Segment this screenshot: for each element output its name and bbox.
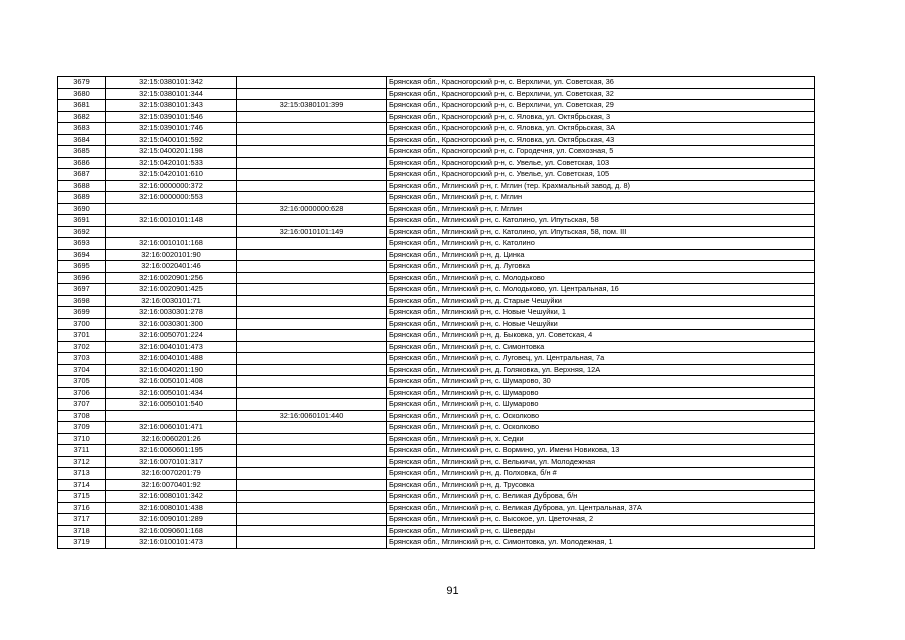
table-row xyxy=(58,433,815,445)
address-cell: Брянская обл., Мглинский р-н, с. Симонтовка, ул. Молодежная, 1 xyxy=(387,537,815,549)
cadastral-number-cell: 32:16:0050101:408 xyxy=(106,376,237,388)
row-number-cell: 3708 xyxy=(58,410,106,422)
table-row xyxy=(58,111,815,123)
table-row xyxy=(58,226,815,238)
parent-cadastral-cell xyxy=(237,146,387,158)
address-cell: Брянская обл., Мглинский р-н, д. Старые Чешуйки xyxy=(387,295,815,307)
parent-cadastral-cell xyxy=(237,272,387,284)
address-cell: Брянская обл., Красногорский р-н, с. Яловка, ул. Октябрьская, 3А xyxy=(387,123,815,135)
row-number-cell: 3691 xyxy=(58,215,106,227)
parent-cadastral-cell xyxy=(237,134,387,146)
table-row xyxy=(58,445,815,457)
cadastral-number-cell: 32:16:0000000:553 xyxy=(106,192,237,204)
parent-cadastral-cell xyxy=(237,525,387,537)
cadastral-number-cell: 32:15:0380101:343 xyxy=(106,100,237,112)
row-number-cell: 3698 xyxy=(58,295,106,307)
address-cell: Брянская обл., Мглинский р-н, с. Великая Дуброва, ул. Центральная, 37А xyxy=(387,502,815,514)
cadastral-number-cell: 32:16:0090601:168 xyxy=(106,525,237,537)
cadastral-number-cell: 32:15:0380101:342 xyxy=(106,77,237,89)
table-row xyxy=(58,100,815,112)
table-row xyxy=(58,410,815,422)
table-row xyxy=(58,123,815,135)
cadastral-number-cell: 32:16:0060601:195 xyxy=(106,445,237,457)
row-number-cell: 3716 xyxy=(58,502,106,514)
parent-cadastral-cell xyxy=(237,330,387,342)
parent-cadastral-cell xyxy=(237,157,387,169)
row-number-cell: 3715 xyxy=(58,491,106,503)
address-cell: Брянская обл., Красногорский р-н, с. Верхличи, ул. Советская, 36 xyxy=(387,77,815,89)
cadastral-number-cell: 32:16:0030301:300 xyxy=(106,318,237,330)
parent-cadastral-cell xyxy=(237,284,387,296)
parent-cadastral-cell xyxy=(237,341,387,353)
cadastral-number-cell: 32:15:0420101:533 xyxy=(106,157,237,169)
row-number-cell: 3712 xyxy=(58,456,106,468)
parent-cadastral-cell xyxy=(237,318,387,330)
row-number-cell: 3701 xyxy=(58,330,106,342)
address-cell: Брянская обл., Красногорский р-н, с. Верхличи, ул. Советская, 32 xyxy=(387,88,815,100)
address-cell: Брянская обл., Мглинский р-н, с. Католино xyxy=(387,238,815,250)
parent-cadastral-cell xyxy=(237,88,387,100)
row-number-cell: 3685 xyxy=(58,146,106,158)
address-cell: Брянская обл., Мглинский р-н, с. Вормино, ул. Имени Новикова, 13 xyxy=(387,445,815,457)
row-number-cell: 3680 xyxy=(58,88,106,100)
cadastral-number-cell: 32:16:0100101:473 xyxy=(106,537,237,549)
cadastral-number-cell: 32:16:0010101:148 xyxy=(106,215,237,227)
cadastral-number-cell: 32:15:0390101:546 xyxy=(106,111,237,123)
cadastral-number-cell: 32:16:0050101:434 xyxy=(106,387,237,399)
parent-cadastral-cell xyxy=(237,77,387,89)
cadastral-number-cell: 32:15:0390101:746 xyxy=(106,123,237,135)
registry-table-body xyxy=(58,77,815,549)
parent-cadastral-cell: 32:15:0380101:399 xyxy=(237,100,387,112)
cadastral-number-cell: 32:16:0090101:289 xyxy=(106,514,237,526)
address-cell: Брянская обл., Мглинский р-н, с. Католино, ул. Ипутьская, 58, пом. III xyxy=(387,226,815,238)
cadastral-number-cell: 32:15:0380101:344 xyxy=(106,88,237,100)
row-number-cell: 3700 xyxy=(58,318,106,330)
table-row xyxy=(58,364,815,376)
row-number-cell: 3718 xyxy=(58,525,106,537)
cadastral-number-cell: 32:16:0020101:90 xyxy=(106,249,237,261)
parent-cadastral-cell xyxy=(237,445,387,457)
address-cell: Брянская обл., Мглинский р-н, с. Великая Дуброва, б/н xyxy=(387,491,815,503)
row-number-cell: 3696 xyxy=(58,272,106,284)
row-number-cell: 3681 xyxy=(58,100,106,112)
row-number-cell: 3702 xyxy=(58,341,106,353)
parent-cadastral-cell: 32:16:0010101:149 xyxy=(237,226,387,238)
cadastral-number-cell: 32:16:0070401:92 xyxy=(106,479,237,491)
table-row xyxy=(58,261,815,273)
table-row xyxy=(58,376,815,388)
table-row xyxy=(58,330,815,342)
parent-cadastral-cell xyxy=(237,180,387,192)
cadastral-number-cell: 32:16:0020901:256 xyxy=(106,272,237,284)
address-cell: Брянская обл., Мглинский р-н, с. Симонтовка xyxy=(387,341,815,353)
table-row xyxy=(58,514,815,526)
address-cell: Брянская обл., Мглинский р-н, д. Цинка xyxy=(387,249,815,261)
parent-cadastral-cell xyxy=(237,399,387,411)
address-cell: Брянская обл., Красногорский р-н, с. Яловка, ул. Октябрьская, 43 xyxy=(387,134,815,146)
cadastral-number-cell: 32:16:0070201:79 xyxy=(106,468,237,480)
cadastral-number-cell xyxy=(106,226,237,238)
table-row xyxy=(58,537,815,549)
table-row xyxy=(58,215,815,227)
table-row xyxy=(58,468,815,480)
cadastral-number-cell: 32:16:0030101:71 xyxy=(106,295,237,307)
table-row xyxy=(58,307,815,319)
table-row xyxy=(58,399,815,411)
address-cell: Брянская обл., Мглинский р-н, х. Седки xyxy=(387,433,815,445)
parent-cadastral-cell xyxy=(237,249,387,261)
cadastral-number-cell: 32:16:0040101:473 xyxy=(106,341,237,353)
parent-cadastral-cell xyxy=(237,491,387,503)
table-row xyxy=(58,456,815,468)
address-cell: Брянская обл., Мглинский р-н, с. Шумарово, 30 xyxy=(387,376,815,388)
table-row xyxy=(58,146,815,158)
row-number-cell: 3699 xyxy=(58,307,106,319)
row-number-cell: 3714 xyxy=(58,479,106,491)
address-cell: Брянская обл., Мглинский р-н, с. Шумарово xyxy=(387,399,815,411)
table-row xyxy=(58,169,815,181)
cadastral-number-cell: 32:15:0420101:610 xyxy=(106,169,237,181)
cadastral-number-cell: 32:16:0040201:190 xyxy=(106,364,237,376)
parent-cadastral-cell xyxy=(237,537,387,549)
cadastral-number-cell: 32:16:0060101:471 xyxy=(106,422,237,434)
address-cell: Брянская обл., Красногорский р-н, с. Яловка, ул. Октябрьская, 3 xyxy=(387,111,815,123)
parent-cadastral-cell xyxy=(237,261,387,273)
row-number-cell: 3707 xyxy=(58,399,106,411)
parent-cadastral-cell xyxy=(237,433,387,445)
address-cell: Брянская обл., Мглинский р-н, с. Осколково xyxy=(387,410,815,422)
cadastral-number-cell: 32:16:0030301:278 xyxy=(106,307,237,319)
address-cell: Брянская обл., Мглинский р-н, д. Луговка xyxy=(387,261,815,273)
row-number-cell: 3679 xyxy=(58,77,106,89)
table-row xyxy=(58,203,815,215)
cadastral-number-cell xyxy=(106,410,237,422)
row-number-cell: 3686 xyxy=(58,157,106,169)
row-number-cell: 3710 xyxy=(58,433,106,445)
table-row xyxy=(58,525,815,537)
parent-cadastral-cell xyxy=(237,514,387,526)
cadastral-number-cell: 32:16:0080101:438 xyxy=(106,502,237,514)
table-row xyxy=(58,192,815,204)
row-number-cell: 3705 xyxy=(58,376,106,388)
address-cell: Брянская обл., Красногорский р-н, с. Увелье, ул. Советская, 105 xyxy=(387,169,815,181)
table-row xyxy=(58,157,815,169)
address-cell: Брянская обл., Мглинский р-н, г. Мглин xyxy=(387,192,815,204)
row-number-cell: 3690 xyxy=(58,203,106,215)
page-number: 91 xyxy=(446,585,459,597)
table-row xyxy=(58,479,815,491)
parent-cadastral-cell xyxy=(237,422,387,434)
parent-cadastral-cell xyxy=(237,364,387,376)
row-number-cell: 3689 xyxy=(58,192,106,204)
cadastral-number-cell: 32:15:0400201:198 xyxy=(106,146,237,158)
address-cell: Брянская обл., Красногорский р-н, с. Городечня, ул. Совхозная, 5 xyxy=(387,146,815,158)
cadastral-number-cell: 32:16:0070101:317 xyxy=(106,456,237,468)
address-cell: Брянская обл., Мглинский р-н, с. Шумарово xyxy=(387,387,815,399)
row-number-cell: 3683 xyxy=(58,123,106,135)
address-cell: Брянская обл., Мглинский р-н, с. Католино, ул. Ипутьская, 58 xyxy=(387,215,815,227)
address-cell: Брянская обл., Мглинский р-н, г. Мглин xyxy=(387,203,815,215)
table-row xyxy=(58,284,815,296)
row-number-cell: 3711 xyxy=(58,445,106,457)
parent-cadastral-cell xyxy=(237,479,387,491)
row-number-cell: 3713 xyxy=(58,468,106,480)
cadastral-number-cell: 32:16:0080101:342 xyxy=(106,491,237,503)
address-cell: Брянская обл., Красногорский р-н, с. Увелье, ул. Советская, 103 xyxy=(387,157,815,169)
parent-cadastral-cell xyxy=(237,111,387,123)
row-number-cell: 3695 xyxy=(58,261,106,273)
cadastral-number-cell xyxy=(106,203,237,215)
row-number-cell: 3717 xyxy=(58,514,106,526)
address-cell: Брянская обл., Мглинский р-н, с. Новые Чешуйки xyxy=(387,318,815,330)
parent-cadastral-cell xyxy=(237,468,387,480)
cadastral-number-cell: 32:16:0020401:46 xyxy=(106,261,237,273)
table-row xyxy=(58,387,815,399)
row-number-cell: 3682 xyxy=(58,111,106,123)
table-row xyxy=(58,491,815,503)
table-row xyxy=(58,77,815,89)
parent-cadastral-cell xyxy=(237,295,387,307)
parent-cadastral-cell xyxy=(237,169,387,181)
table-row xyxy=(58,134,815,146)
parent-cadastral-cell xyxy=(237,353,387,365)
row-number-cell: 3697 xyxy=(58,284,106,296)
row-number-cell: 3692 xyxy=(58,226,106,238)
row-number-cell: 3704 xyxy=(58,364,106,376)
cadastral-number-cell: 32:16:0060201:26 xyxy=(106,433,237,445)
row-number-cell: 3719 xyxy=(58,537,106,549)
cadastral-number-cell: 32:16:0010101:168 xyxy=(106,238,237,250)
table-row xyxy=(58,272,815,284)
row-number-cell: 3693 xyxy=(58,238,106,250)
row-number-cell: 3684 xyxy=(58,134,106,146)
registry-table xyxy=(57,76,815,549)
table-row xyxy=(58,422,815,434)
parent-cadastral-cell: 32:16:0060101:440 xyxy=(237,410,387,422)
parent-cadastral-cell xyxy=(237,387,387,399)
address-cell: Брянская обл., Мглинский р-н, д. Быковка, ул. Советская, 4 xyxy=(387,330,815,342)
parent-cadastral-cell xyxy=(237,215,387,227)
parent-cadastral-cell xyxy=(237,307,387,319)
address-cell: Брянская обл., Мглинский р-н, с. Молодьково xyxy=(387,272,815,284)
row-number-cell: 3709 xyxy=(58,422,106,434)
address-cell: Брянская обл., Мглинский р-н, с. Осколково xyxy=(387,422,815,434)
address-cell: Брянская обл., Мглинский р-н, с. Высокое, ул. Цветочная, 2 xyxy=(387,514,815,526)
row-number-cell: 3687 xyxy=(58,169,106,181)
cadastral-number-cell: 32:16:0000000:372 xyxy=(106,180,237,192)
parent-cadastral-cell xyxy=(237,502,387,514)
parent-cadastral-cell xyxy=(237,376,387,388)
parent-cadastral-cell xyxy=(237,456,387,468)
table-row xyxy=(58,249,815,261)
table-row xyxy=(58,341,815,353)
address-cell: Брянская обл., Мглинский р-н, с. Новые Чешуйки, 1 xyxy=(387,307,815,319)
address-cell: Брянская обл., Мглинский р-н, с. Молодьково, ул. Центральная, 16 xyxy=(387,284,815,296)
address-cell: Брянская обл., Мглинский р-н, д. Голяковка, ул. Верхняя, 12А xyxy=(387,364,815,376)
table-row xyxy=(58,502,815,514)
parent-cadastral-cell xyxy=(237,238,387,250)
cadastral-number-cell: 32:16:0050701:224 xyxy=(106,330,237,342)
address-cell: Брянская обл., Мглинский р-н, с. Луговец, ул. Центральная, 7а xyxy=(387,353,815,365)
parent-cadastral-cell: 32:16:0000000:628 xyxy=(237,203,387,215)
table-row xyxy=(58,180,815,192)
cadastral-number-cell: 32:15:0400101:592 xyxy=(106,134,237,146)
cadastral-number-cell: 32:16:0050101:540 xyxy=(106,399,237,411)
cadastral-number-cell: 32:16:0040101:488 xyxy=(106,353,237,365)
address-cell: Брянская обл., Красногорский р-н, с. Верхличи, ул. Советская, 29 xyxy=(387,100,815,112)
address-cell: Брянская обл., Мглинский р-н, с. Шеверды xyxy=(387,525,815,537)
address-cell: Брянская обл., Мглинский р-н, д. Полховка, б/н # xyxy=(387,468,815,480)
table-row xyxy=(58,295,815,307)
row-number-cell: 3703 xyxy=(58,353,106,365)
cadastral-number-cell: 32:16:0020901:425 xyxy=(106,284,237,296)
address-cell: Брянская обл., Мглинский р-н, с. Велькичи, ул. Молодежная xyxy=(387,456,815,468)
parent-cadastral-cell xyxy=(237,192,387,204)
table-row xyxy=(58,318,815,330)
address-cell: Брянская обл., Мглинский р-н, д. Трусовка xyxy=(387,479,815,491)
table-row xyxy=(58,88,815,100)
address-cell: Брянская обл., Мглинский р-н, г. Мглин (тер. Крахмальный завод, д. 8) xyxy=(387,180,815,192)
row-number-cell: 3694 xyxy=(58,249,106,261)
parent-cadastral-cell xyxy=(237,123,387,135)
table-row xyxy=(58,353,815,365)
row-number-cell: 3688 xyxy=(58,180,106,192)
table-row xyxy=(58,238,815,250)
row-number-cell: 3706 xyxy=(58,387,106,399)
